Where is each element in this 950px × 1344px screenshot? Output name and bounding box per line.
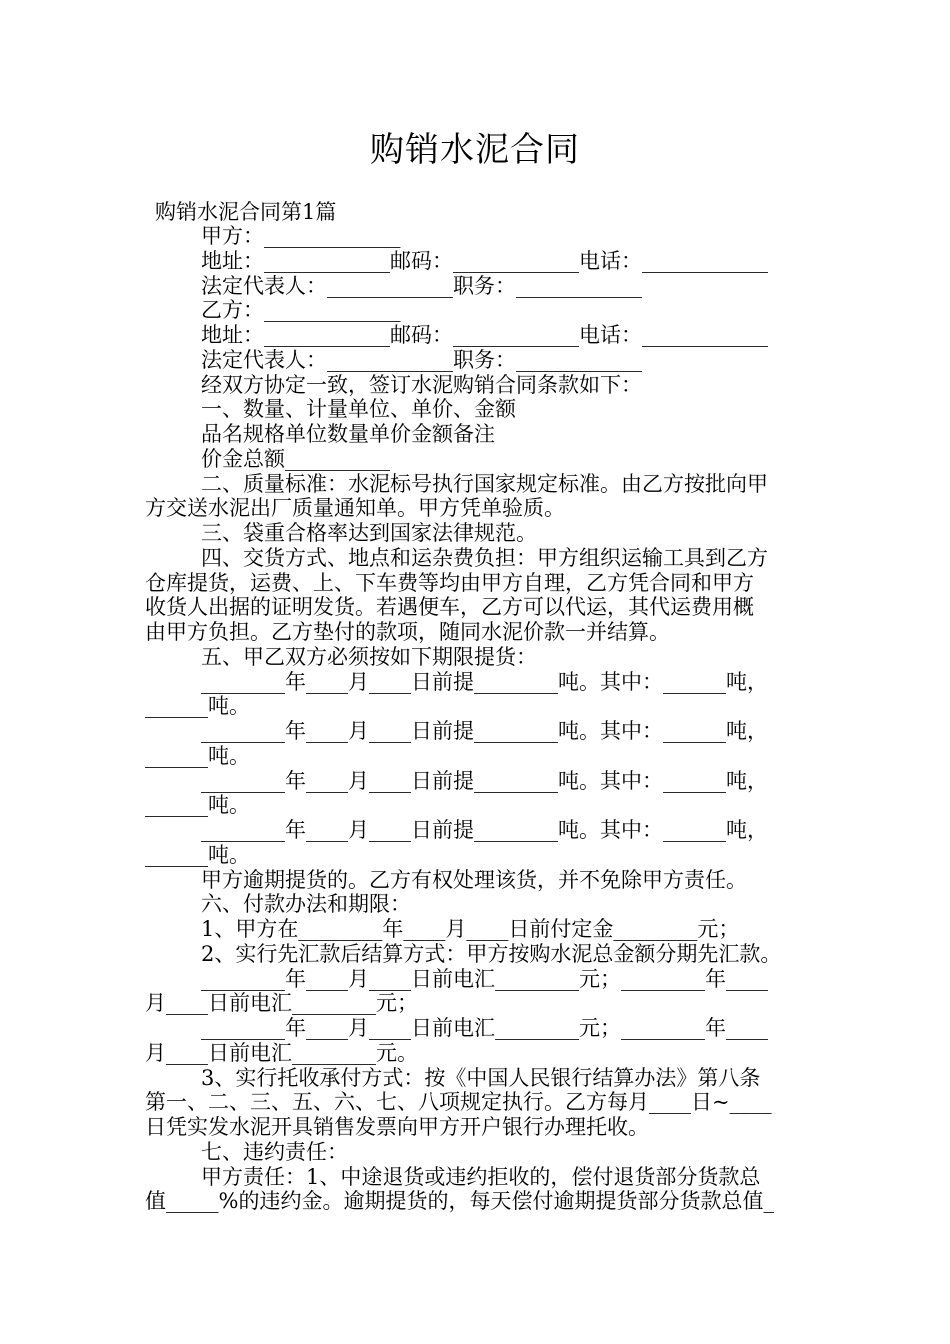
contract-line: 五、甲乙双方必须按如下期限提货： [201,644,537,669]
contract-line: 一、数量、计量单位、单价、金额 [201,397,516,422]
contract-line: 方交送水泥出厂质量通知单。甲方凭单验质。 [145,496,565,521]
contract-line: 1、甲方在________年____月____日前付定金________元； [201,917,740,941]
contract-line: 七、违约责任： [201,1139,348,1164]
document-title: 购销水泥合同 [370,130,580,170]
contract-line: 四、交货方式、地点和运杂费负担：甲方组织运输工具到乙方 [201,545,768,570]
contract-line: 日凭实发水泥开具销售发票向甲方开户银行办理托收。 [145,1115,649,1139]
contract-line: ________年____月____日前电汇________元；________年____ [201,966,768,991]
contract-line: 由甲方负担。乙方垫付的款项，随同水泥价款一并结算。 [145,620,670,644]
contract-line: ______吨。 [145,694,250,719]
contract-line: 法定代表人：____________职务：____________ [201,273,642,298]
contract-line: ________年____月____日前电汇________元；________年____ [201,1016,768,1040]
contract-line: 地址：____________邮码：____________电话：____________ [201,248,768,273]
contract-line: 法定代表人：____________职务：____________ [201,347,642,372]
contract-line: 月____日前电汇________元； [145,991,418,1016]
contract-line: 值_____%的违约金。逾期提货的，每天偿付逾期提货部分货款总值_ [145,1189,774,1214]
contract-line: 2、实行先汇款后结算方式：甲方按购水泥总金额分期先汇款。 [201,941,782,966]
contract-line: 3、实行托收承付方式：按《中国人民银行结算办法》第八条 [201,1065,761,1090]
contract-line: 甲方：_____________ [201,224,401,248]
contract-line: 地址：____________邮码：____________电话：____________ [201,323,768,347]
contract-line: ________年____月____日前提________吨。其中：______吨， [201,818,768,842]
contract-line: ______吨。 [145,793,250,818]
contract-line: 第一、二、三、五、六、七、八项规定执行。乙方每月____日~____ [145,1090,772,1115]
contract-line: 甲方责任：1、中途退货或违约拒收的，偿付退货部分货款总 [201,1164,761,1189]
contract-line: ______吨。 [145,842,250,867]
contract-line: ______吨。 [145,743,250,768]
document-subtitle: 购销水泥合同第1篇 [155,200,337,224]
contract-line: 品名规格单位数量单价金额备注 [201,422,495,446]
contract-line: 甲方逾期提货的。乙方有权处理该货，并不免除甲方责任。 [201,867,747,892]
contract-line: 经双方协定一致，签订水泥购销合同条款如下： [201,372,642,397]
contract-line: 乙方：_____________ [201,298,401,323]
contract-line: 二、质量标准：水泥标号执行国家规定标准。由乙方按批向甲 [201,471,768,496]
contract-line: 价金总额__________ [201,446,390,471]
contract-line: ________年____月____日前提________吨。其中：______吨， [201,669,768,694]
contract-line: 仓库提货，运费、上、下车费等均由甲方自理，乙方凭合同和甲方 [145,570,754,595]
contract-line: 月____日前电汇________元。 [145,1040,418,1065]
contract-line: ________年____月____日前提________吨。其中：______吨， [201,768,768,793]
contract-line: 六、付款办法和期限： [201,892,411,917]
contract-line: 三、袋重合格率达到国家法律规范。 [201,521,537,545]
contract-line: ________年____月____日前提________吨。其中：______吨， [201,719,768,743]
contract-body [145,224,805,1214]
contract-line: 收货人出据的证明发货。若遇便车，乙方可以代运，其代运费用概 [145,595,754,620]
